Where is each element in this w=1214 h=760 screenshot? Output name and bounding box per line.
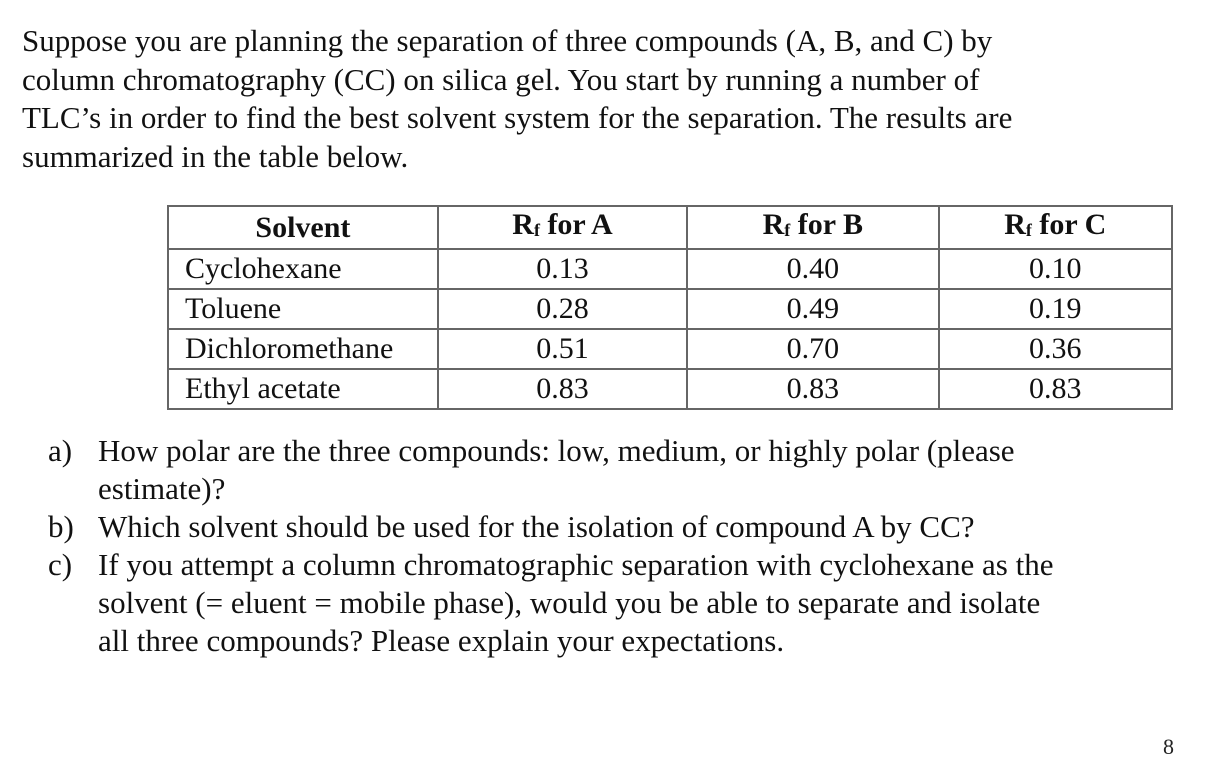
question-list [48, 432, 1198, 660]
header-solvent: Solvent [168, 206, 438, 249]
question-letter: b) [48, 509, 74, 544]
table-row [168, 249, 1172, 289]
rf-c-cell: 0.10 [939, 249, 1172, 289]
intro-line: Suppose you are planning the separation of three compounds (A, B, and C) by [22, 23, 993, 58]
solvent-cell: Toluene [168, 289, 438, 329]
rf-b-cell: 0.49 [687, 289, 938, 329]
intro-line: column chromatography (CC) on silica gel. You start by running a number of [22, 61, 980, 97]
rf-b-cell: 0.83 [687, 369, 938, 409]
header-rf-b: Rf for B [687, 206, 938, 249]
rf-c-cell: 0.36 [939, 329, 1172, 369]
table-row [168, 289, 1172, 329]
rf-a-cell: 0.13 [438, 249, 687, 289]
header-rf-c: Rf for C [939, 206, 1172, 249]
question-letter: c) [48, 547, 73, 582]
rf-a-cell: 0.51 [438, 329, 687, 369]
rf-b-cell: 0.40 [687, 249, 938, 289]
table-row [168, 369, 1172, 409]
question-text: How polar are the three compounds: low, medium, or highly polar (please estimate)? [98, 433, 1015, 506]
intro-line: TLC’s in order to find the best solvent system for the separation. The results are [22, 100, 1013, 135]
question-b [48, 508, 1198, 546]
table-row [168, 329, 1172, 369]
question-a [48, 432, 1198, 508]
question-text: Which solvent should be used for the isolation of compound A by CC? [98, 509, 975, 544]
solvent-cell: Dichloromethane [168, 329, 438, 369]
rf-b-cell: 0.70 [687, 329, 938, 369]
question-c [48, 546, 1198, 660]
rf-a-cell: 0.83 [438, 369, 687, 409]
intro-line: summarized in the table below. [22, 138, 409, 174]
question-text: If you attempt a column chromatographic separation with cyclohexane as the solvent (= eluent = mobile phase), would you be able to separate and isolate all three compounds? Please explain your expectations. [98, 547, 1054, 658]
solvent-cell: Ethyl acetate [168, 369, 438, 409]
page-number: 8 [1163, 734, 1174, 759]
table-header-row [168, 206, 1172, 249]
header-rf-a: Rf for A [438, 206, 687, 249]
solvent-cell: Cyclohexane [168, 249, 438, 289]
rf-values-table [167, 205, 1173, 410]
intro-paragraph [22, 22, 1172, 176]
question-letter: a) [48, 433, 73, 468]
rf-c-cell: 0.83 [939, 369, 1172, 409]
rf-a-cell: 0.28 [438, 289, 687, 329]
rf-c-cell: 0.19 [939, 289, 1172, 329]
